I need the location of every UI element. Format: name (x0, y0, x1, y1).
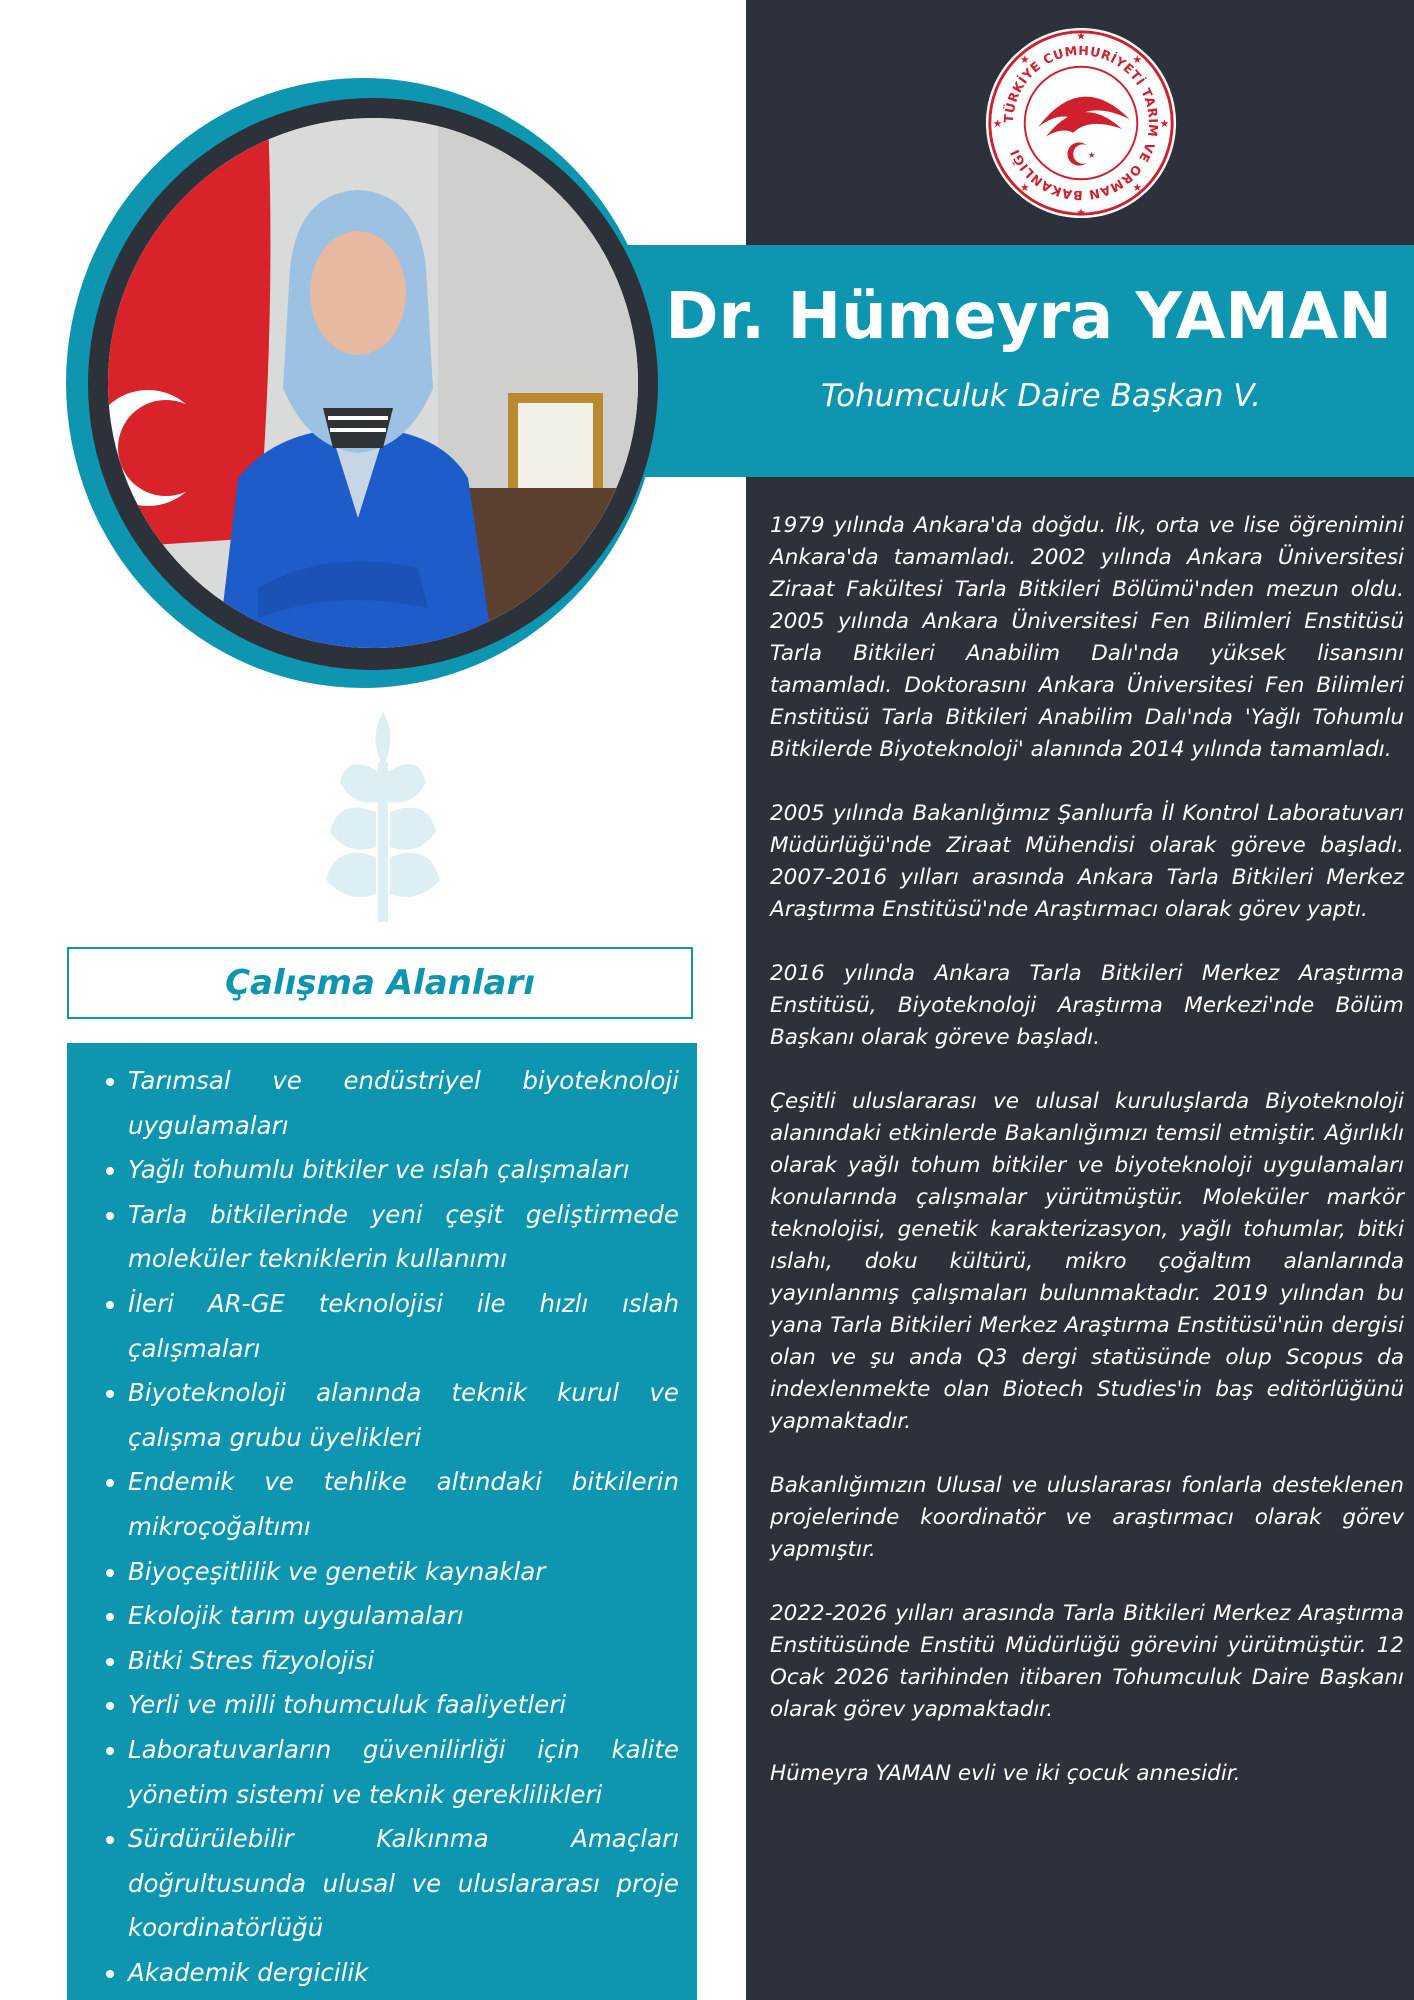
bio-paragraph: 2022-2026 yılları arasında Tarla Bitkileri Merkez Araştırma Enstitüsünde Enstitü Müdürlüğü görevini yürütmüştür. 12 Ocak 2026 tarihinden itibaren Tohumculuk Daire Başkanı olarak görev yapmaktadır. (770, 1601, 1404, 1722)
list-item: • Biyoçeşitlilik ve genetik kaynaklar (128, 1550, 679, 1595)
svg-text:★: ★ (1132, 52, 1143, 66)
biography (770, 510, 1404, 1822)
list-item: • Yağlı tohumlu bitkiler ve ıslah çalışmaları (128, 1148, 679, 1193)
areas-title: Çalışma Alanları (225, 963, 535, 1003)
person-position: Tohumculuk Daire Başkan V. (821, 378, 1261, 414)
list-item: • Biyoteknoloji alanında teknik kurul ve çalışma grubu üyelikleri (128, 1371, 679, 1460)
svg-text:★: ★ (1076, 206, 1086, 220)
list-item: • Tarımsal ve endüstriyel biyoteknoloji uygulamaları (128, 1059, 679, 1148)
bio-paragraph: 2005 yılında Bakanlığımız Şanlıurfa İl Kontrol Laboratuvarı Müdürlüğü'nde Ziraat Mühendisi olarak göreve başladı. 2007-2016 yılları arasında Ankara Tarla Bitkileri Merkez Araştırma Enstitüsü'nde Araştırmacı olarak görev yaptı. (770, 801, 1404, 922)
svg-text:★: ★ (1019, 180, 1030, 194)
svg-text:★: ★ (1076, 29, 1086, 43)
areas-list (67, 1043, 697, 1995)
wheat-icon (318, 712, 448, 922)
bio-paragraph: Çeşitli uluslararası ve ulusal kuruluşlarda Biyoteknoloji alanındaki etkinlerde Bakanlığımızı temsil etmiştir. Ağırlıklı olarak yağlı tohum bitkiler ve biyoteknoloji uygulamaları konularında çalışmalar yürütmüştür. Moleküler markör teknolojisi, genetik karakterizasyon, yağlı tohumlar, bitki ıslahı, doku kültürü, mikro çoğaltım alanlarında yayınlanmış çalışmaları bulunmaktadır. 2019 yılından bu yana Tarla Bitkileri Merkez Araştırma Enstitüsü'nün dergisi olan ve şu anda Q3 dergi statüsünde olup Scopus da indexlenmekte olan Biotech Studies'in baş editörlüğünü yapmaktadır. (770, 1089, 1404, 1434)
list-item: • Ekolojik tarım uygulamaları (128, 1594, 679, 1639)
svg-text:★: ★ (1132, 180, 1143, 194)
list-item: • Yerli ve milli tohumculuk faaliyetleri (128, 1683, 679, 1728)
portrait-illustration (108, 118, 638, 648)
areas-list-panel (67, 1043, 697, 2000)
list-item: • Laboratuvarların güvenilirliği için kalite yönetim sistemi ve teknik gereklilikleri (128, 1728, 679, 1817)
bio-paragraph: Bakanlığımızın Ulusal ve uluslararası fonlarla desteklenen projelerinde koordinatör ve araştırmacı olarak görev yapmıştır. (770, 1473, 1404, 1562)
svg-text:★: ★ (992, 116, 1003, 130)
list-item: • İleri AR-GE teknolojisi ile hızlı ıslah çalışmaları (128, 1282, 679, 1371)
svg-text:TÜRKİYE CUMHURİYETİ TARIM VE O: TÜRKİYE CUMHURİYETİ TARIM VE ORMAN BAKANLIĞI (1000, 42, 1162, 204)
person-name: Dr. Hümeyra YAMAN (665, 280, 1392, 354)
list-item: • Bitki Stres fizyolojisi (128, 1639, 679, 1684)
list-item: • Akademik dergicilik (128, 1951, 679, 1996)
ministry-logo-icon (984, 26, 1178, 220)
bio-paragraph: Hümeyra YAMAN evli ve iki çocuk annesidir. (770, 1761, 1241, 1786)
list-item: • Sürdürülebilir Kalkınma Amaçları doğrultusunda ulusal ve uluslararası proje koordinatörlüğü (128, 1817, 679, 1951)
areas-title-box (67, 947, 693, 1019)
bio-paragraph: 2016 yılında Ankara Tarla Bitkileri Merkez Araştırma Enstitüsü, Biyoteknoloji Araştırma Merkezi'nde Bölüm Başkanı olarak göreve başladı. (770, 961, 1404, 1050)
svg-text:★: ★ (1019, 52, 1030, 66)
bio-paragraph: 1979 yılında Ankara'da doğdu. İlk, orta ve lise öğrenimini Ankara'da tamamladı. 2002 yılında Ankara Üniversitesi Ziraat Fakültesi Tarla Bitkileri Bölümü'nden mezun oldu. 2005 yılında Ankara Üniversitesi Fen Bilimleri Enstitüsü Tarla Bitkileri Anabilim Dalı'nda yüksek lisansını tamamladı. Doktorasını Ankara Üniversitesi Fen Bilimleri Enstitüsü Tarla Bitkileri Anabilim Dalı'nda 'Yağlı Tohumlu Bitkilerde Biyoteknoloji' alanında 2014 yılında tamamladı. (770, 513, 1404, 762)
portrait-photo (108, 118, 638, 648)
list-item: • Tarla bitkilerinde yeni çeşit geliştirmede moleküler tekniklerin kullanımı (128, 1193, 679, 1282)
svg-text:★: ★ (1159, 116, 1170, 130)
list-item: • Endemik ve tehlike altındaki bitkilerin mikroçoğaltımı (128, 1460, 679, 1549)
svg-text:★: ★ (1087, 150, 1096, 161)
